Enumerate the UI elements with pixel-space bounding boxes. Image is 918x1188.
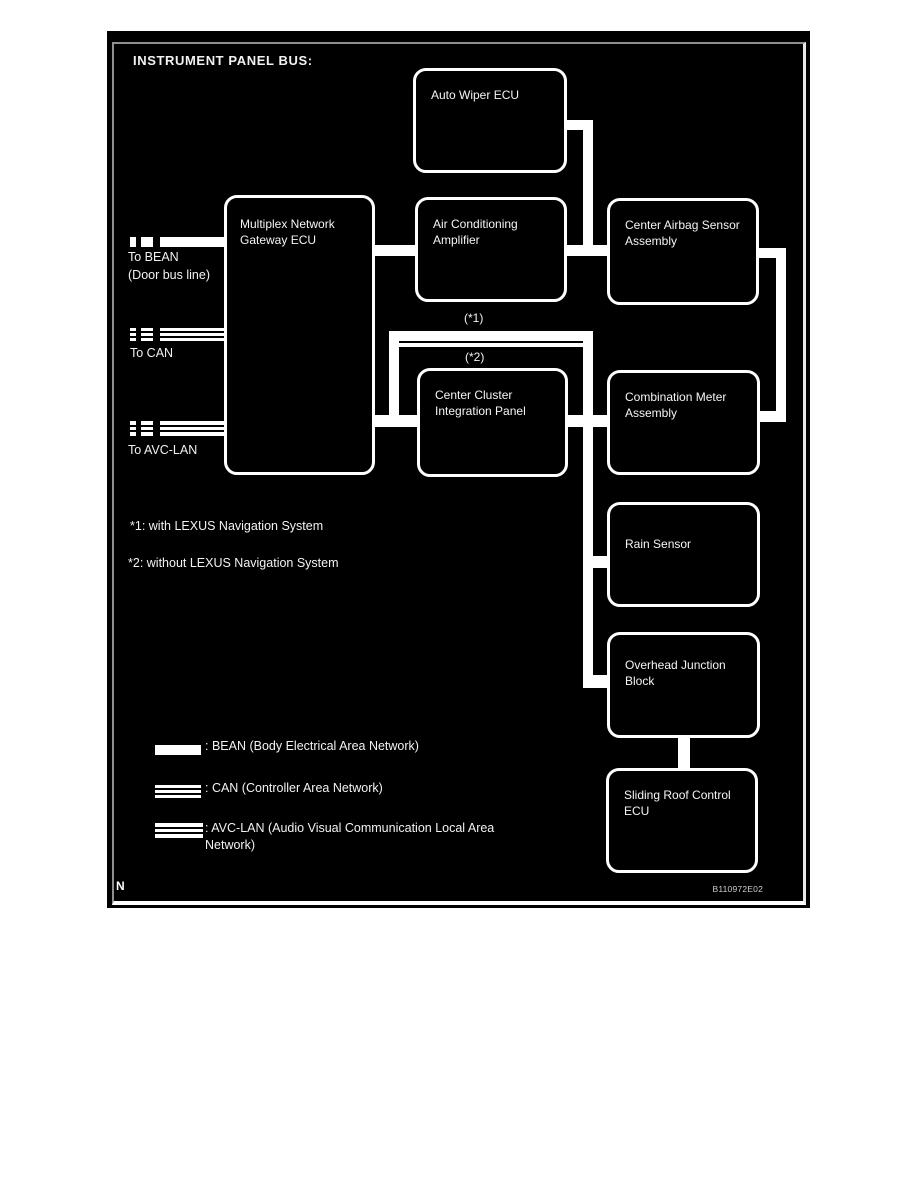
diagram-title: INSTRUMENT PANEL BUS: [133,53,313,68]
bean-bus-segment [130,237,136,247]
node-label: Air Conditioning Amplifier [433,217,518,247]
node-sliding-roof-control-ecu [606,768,758,873]
avc-lan-bus-segment [141,421,153,436]
legend-swatch-bean [155,745,201,755]
node-label: Center Cluster Integration Panel [435,388,526,418]
footnote-star2: *2: without LEXUS Navigation System [128,556,339,570]
connector-meter-right-stub [758,411,786,422]
note-star2: (*2) [465,350,485,364]
connector-star2-bus [399,343,583,347]
node-label: Combination Meter Assembly [625,390,727,420]
connector-overhead-stub [583,675,607,688]
node-rain-sensor [607,502,760,607]
connector-right-vertical [776,248,786,422]
node-overhead-junction-block [607,632,760,738]
footnote-star1: *1: with LEXUS Navigation System [130,519,324,533]
figure-code: B110972E02 [712,884,763,894]
connector-main-vertical [583,331,593,688]
node-auto-wiper-ecu [413,68,567,173]
connector-auto-wiper-vertical [583,120,593,256]
legend-label-bean: : BEAN (Body Electrical Area Network) [205,739,419,753]
node-label: Multiplex Network Gateway ECU [240,217,335,247]
node-center-cluster-integration-panel [417,368,568,477]
node-label: Auto Wiper ECU [431,88,520,102]
can-bus-segment [130,328,136,341]
bean-bus-label: To BEAN [128,250,179,264]
footer-left-mark: N [116,879,125,893]
legend-label-avc-lan: : AVC-LAN (Audio Visual Communication Local Area Network) [205,821,495,852]
node-center-airbag-sensor-assembly [607,198,759,305]
node-label: Center Airbag Sensor Assembly [625,218,740,248]
node-label: Sliding Roof Control ECU [624,788,731,818]
avc-lan-bus-segment [130,421,136,436]
legend-swatch-can [155,785,201,798]
legend-swatch-avc-lan [155,823,203,838]
avc-lan-bus-line [160,421,224,436]
connector-sliding-roof-stub [678,738,690,768]
node-combination-meter-assembly [607,370,760,475]
connector-ac-amp-to-airbag [567,245,607,256]
bean-bus-segment [141,237,153,247]
note-star1: (*1) [464,311,484,325]
can-bus-segment [141,328,153,341]
instrument-panel-bus-diagram [107,31,810,908]
bean-bus-sublabel: (Door bus line) [128,268,210,282]
connector-rain-sensor-stub [593,556,607,568]
node-air-conditioning-amplifier [415,197,567,302]
can-bus-label: To CAN [130,346,174,360]
legend-label-can: : CAN (Controller Area Network) [205,781,383,795]
connector-gateway-to-cluster [375,415,417,427]
can-bus-line [160,328,224,341]
connector-star1-left-vertical [389,331,399,427]
node-label: Overhead Junction Block [625,658,726,688]
node-label: Rain Sensor [625,537,692,551]
bean-bus-line [160,237,224,247]
connector-gateway-to-ac-amp [375,245,415,256]
node-multiplex-network-gateway-ecu [224,195,375,475]
avc-lan-bus-label: To AVC-LAN [128,443,198,457]
connector-star1-bus [389,331,593,341]
